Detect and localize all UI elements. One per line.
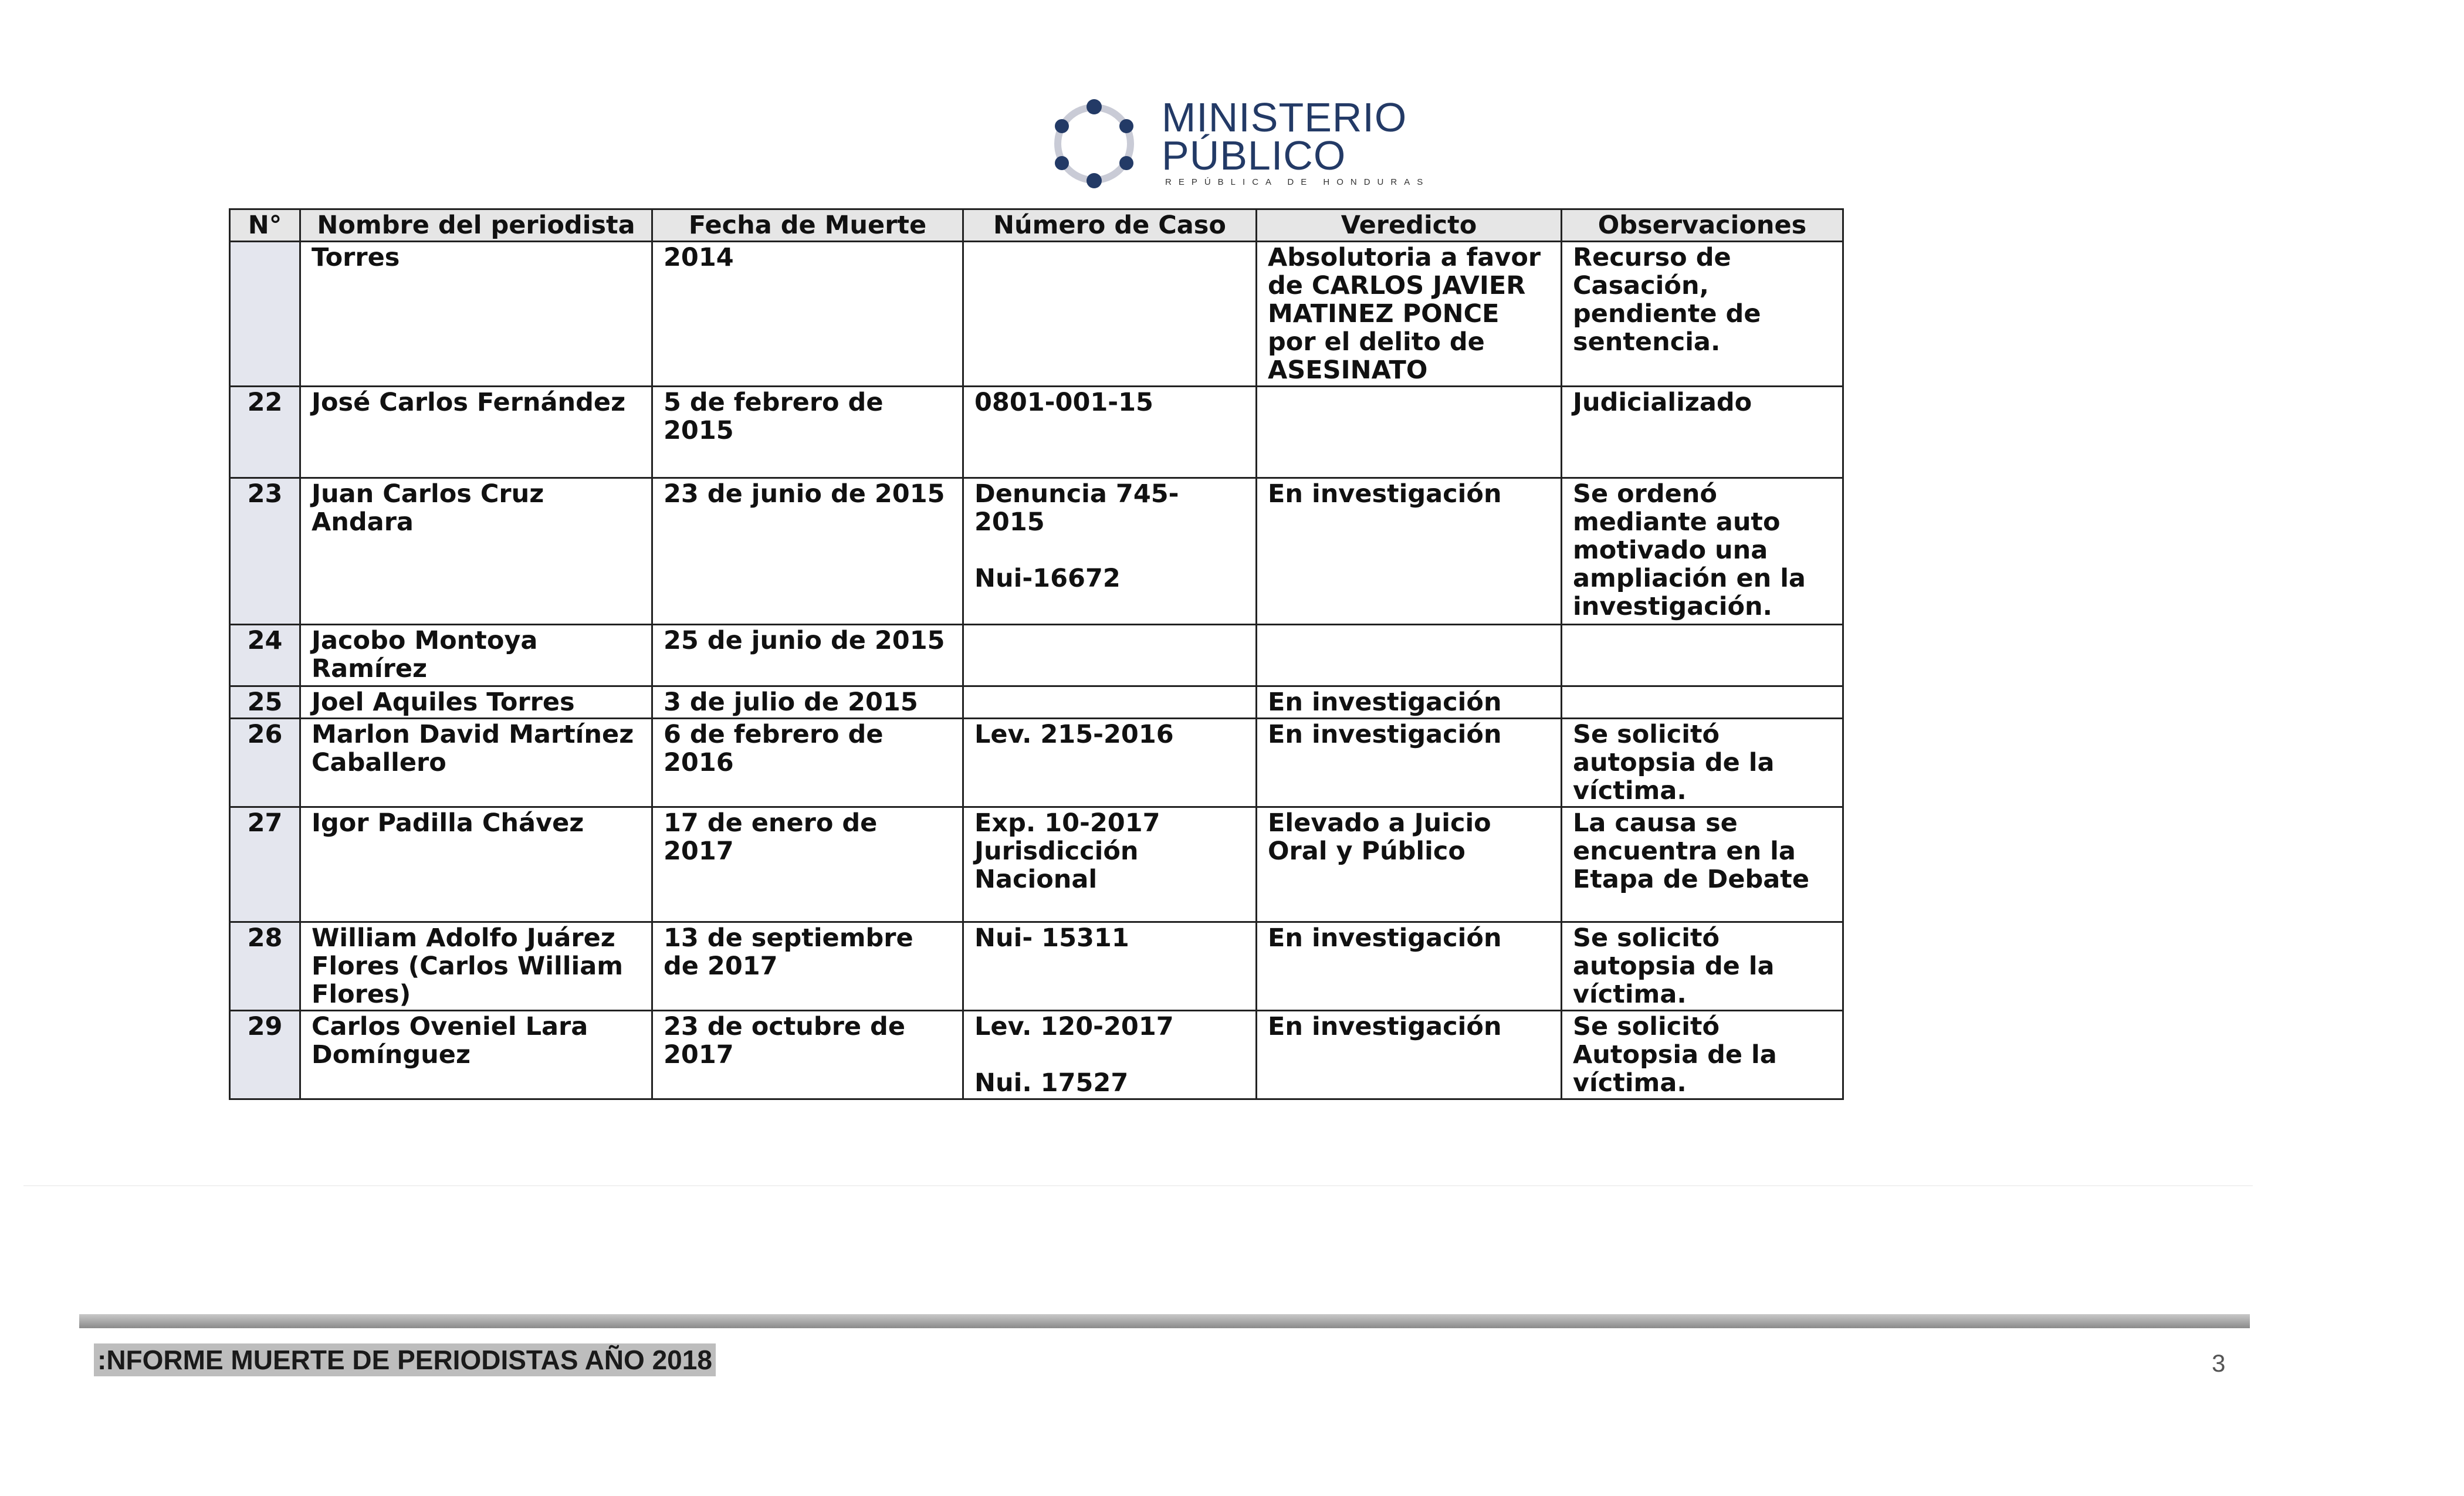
- row-observations: Se solicitó autopsia de la víctima.: [1562, 719, 1843, 807]
- table-row: [230, 719, 1843, 807]
- header-case: Número de Caso: [963, 209, 1257, 242]
- row-number: 24: [230, 624, 300, 686]
- row-observations: Recurso de Casación, pendiente de sentencia.: [1562, 242, 1843, 387]
- row-case: [963, 1010, 1257, 1099]
- case-line: Denuncia 745-2015: [974, 479, 1179, 537]
- case-line: Exp. 10-2017 Jurisdicción Nacional: [974, 808, 1160, 895]
- row-name: José Carlos Fernández: [300, 387, 652, 478]
- row-case: [963, 624, 1257, 686]
- case-line: Lev. 215-2016: [974, 720, 1174, 750]
- row-case: [963, 242, 1257, 387]
- logo-subtitle: REPÚBLICA DE HONDURAS: [1165, 177, 1430, 187]
- header-name: Nombre del periodista: [300, 209, 652, 242]
- header-verdict: Veredicto: [1257, 209, 1562, 242]
- row-number: 25: [230, 686, 300, 719]
- row-verdict: Absolutoria a favor de CARLOS JAVIER MATINEZ PONCE por el delito de ASESINATO: [1257, 242, 1562, 387]
- row-number: 29: [230, 1010, 300, 1099]
- row-case: [963, 686, 1257, 719]
- row-name: Jacobo Montoya Ramírez: [300, 624, 652, 686]
- row-verdict: En investigación: [1257, 719, 1562, 807]
- row-case: [963, 807, 1257, 922]
- row-name: Carlos Oveniel Lara Domínguez: [300, 1010, 652, 1099]
- row-date: 23 de junio de 2015: [652, 478, 963, 624]
- row-name: Torres: [300, 242, 652, 387]
- logo-title-line1: MINISTERIO: [1162, 94, 1407, 140]
- row-observations: Se solicitó autopsia de la víctima.: [1562, 922, 1843, 1010]
- table-row: [230, 686, 1843, 719]
- table-row: [230, 807, 1843, 922]
- header-observations: Observaciones: [1562, 209, 1843, 242]
- row-name: Igor Padilla Chávez: [300, 807, 652, 922]
- row-number: 22: [230, 387, 300, 478]
- row-number: 27: [230, 807, 300, 922]
- table-row: [230, 922, 1843, 1010]
- scan-divider: [23, 1185, 2253, 1186]
- row-case: [963, 478, 1257, 624]
- row-date: 25 de junio de 2015: [652, 624, 963, 686]
- ministerio-logo-icon: [1033, 94, 1156, 194]
- row-observations: [1562, 686, 1843, 719]
- row-verdict: [1257, 387, 1562, 478]
- row-date: 2014: [652, 242, 963, 387]
- row-date: 13 de septiembre de 2017: [652, 922, 963, 1010]
- row-observations: [1562, 624, 1843, 686]
- table-row: [230, 242, 1843, 387]
- row-date: 23 de octubre de 2017: [652, 1010, 963, 1099]
- row-number: [230, 242, 300, 387]
- row-verdict: En investigación: [1257, 686, 1562, 719]
- logo-title-line2: PÚBLICO: [1162, 133, 1346, 178]
- row-date: 5 de febrero de 2015: [652, 387, 963, 478]
- row-verdict: En investigación: [1257, 1010, 1562, 1099]
- row-observations: La causa se encuentra en la Etapa de Debate: [1562, 807, 1843, 922]
- page-number: 3: [2212, 1349, 2226, 1377]
- footer-rule: [79, 1314, 2250, 1328]
- header-number: N°: [230, 209, 300, 242]
- row-case: [963, 387, 1257, 478]
- case-line: Nui-16672: [974, 563, 1121, 593]
- row-number: 23: [230, 478, 300, 624]
- row-case: [963, 922, 1257, 1010]
- table-row: [230, 478, 1843, 624]
- row-observations: Se solicitó Autopsia de la víctima.: [1562, 1010, 1843, 1099]
- row-observations: Se ordenó mediante auto motivado una ampliación en la investigación.: [1562, 478, 1843, 624]
- ministerio-publico-logo: [1033, 88, 1478, 194]
- header-date: Fecha de Muerte: [652, 209, 963, 242]
- row-date: 6 de febrero de 2016: [652, 719, 963, 807]
- row-name: William Adolfo Juárez Flores (Carlos William Flores): [300, 922, 652, 1010]
- row-observations: Judicializado: [1562, 387, 1843, 478]
- journalists-table: [229, 208, 1844, 1100]
- case-line: Nui- 15311: [974, 923, 1129, 953]
- row-date: 3 de julio de 2015: [652, 686, 963, 719]
- row-verdict: Elevado a Juicio Oral y Público: [1257, 807, 1562, 922]
- case-line: Nui. 17527: [974, 1068, 1129, 1098]
- row-verdict: [1257, 624, 1562, 686]
- table-row: [230, 387, 1843, 478]
- table-row: [230, 624, 1843, 686]
- row-name: Marlon David Martínez Caballero: [300, 719, 652, 807]
- row-verdict: En investigación: [1257, 478, 1562, 624]
- table-header-row: [230, 209, 1843, 242]
- row-name: Joel Aquiles Torres: [300, 686, 652, 719]
- row-date: 17 de enero de 2017: [652, 807, 963, 922]
- footer-report-title: :NFORME MUERTE DE PERIODISTAS AÑO 2018: [94, 1343, 716, 1376]
- table-row: [230, 1010, 1843, 1099]
- case-line: Lev. 120-2017: [974, 1011, 1174, 1041]
- case-line: 0801-001-15: [974, 388, 1153, 418]
- row-verdict: En investigación: [1257, 922, 1562, 1010]
- row-number: 28: [230, 922, 300, 1010]
- row-case: [963, 719, 1257, 807]
- row-number: 26: [230, 719, 300, 807]
- row-name: Juan Carlos Cruz Andara: [300, 478, 652, 624]
